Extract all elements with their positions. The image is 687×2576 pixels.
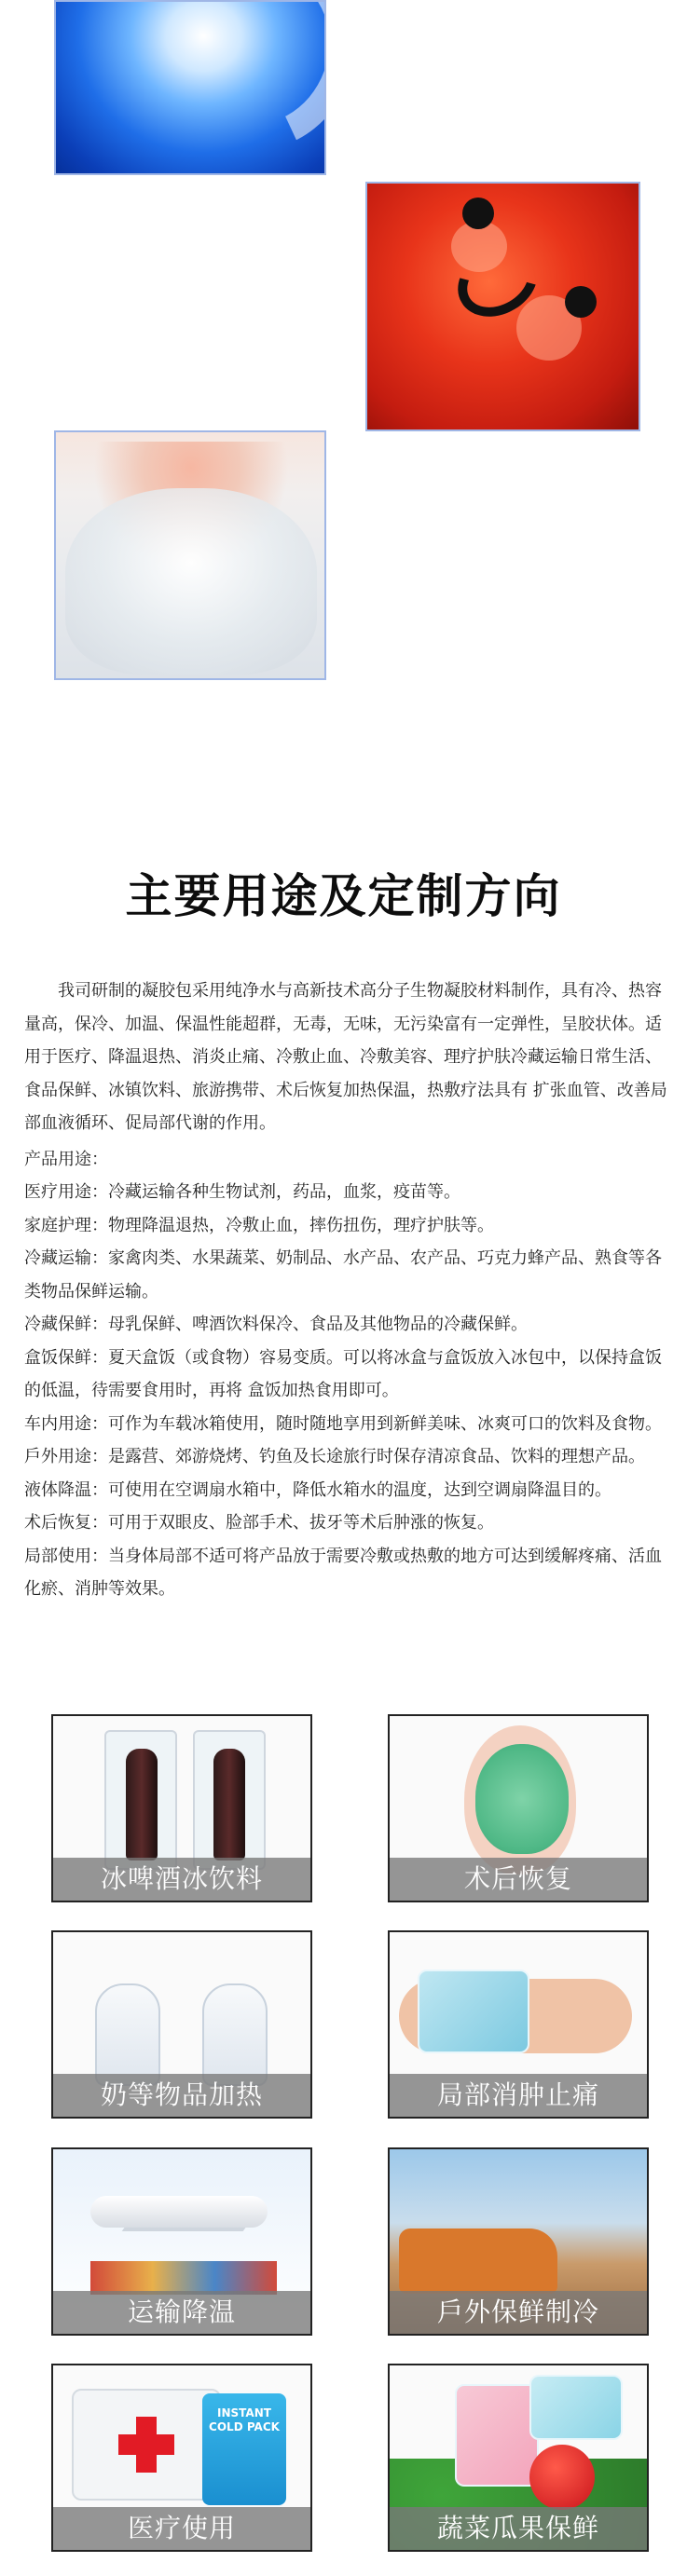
smiley-eye-icon bbox=[565, 286, 597, 318]
application-tile-medical bbox=[51, 2364, 312, 2552]
gel-highlight bbox=[138, 0, 326, 175]
camper-van bbox=[399, 2228, 557, 2294]
application-tile-transport bbox=[51, 2147, 312, 2336]
application-tile-swelling bbox=[388, 1930, 649, 2119]
cargo bbox=[90, 2261, 277, 2295]
tile-caption: 蔬菜瓜果保鲜 bbox=[390, 2507, 647, 2550]
application-tile-outdoor bbox=[388, 2147, 649, 2336]
use-item: 车内用途：可作为车载冰箱使用，随时随地享用到新鲜美味、冰爽可口的饮料及食物。 bbox=[24, 1413, 662, 1434]
use-item: 局部使用：当身体局部不适可将产品放于需要冷敷或热敷的地方可达到缓解疼痛、活血化瘀、消肿等效果。 bbox=[24, 1546, 662, 1599]
application-tile-recovery bbox=[388, 1714, 649, 1902]
use-item: 家庭护理：物理降温退热，冷敷止血，摔伤扭伤，理疗护肤等。 bbox=[24, 1215, 494, 1235]
clear-gel-pack-photo bbox=[54, 430, 326, 680]
tile-caption: 局部消肿止痛 bbox=[390, 2074, 647, 2117]
red-cross-icon bbox=[118, 2434, 174, 2455]
application-tile-vegetables bbox=[388, 2364, 649, 2552]
blue-gel-pack-photo bbox=[54, 0, 326, 175]
tile-caption: 医疗使用 bbox=[53, 2507, 310, 2550]
baby-bottle bbox=[95, 1983, 160, 2086]
gel-pack bbox=[418, 1969, 529, 2053]
use-item: 盒饭保鲜：夏天盒饭（或食物）容易变质。可以将冰盒与盒饭放入冰包中，以保持盒饭的低温，待需要食用时，再将 盒饭加热食用即可。 bbox=[24, 1347, 662, 1400]
clear-gel bbox=[65, 488, 317, 675]
smiley-eye-icon bbox=[462, 198, 494, 229]
tile-caption: 术后恢复 bbox=[390, 1858, 647, 1901]
section-heading: 主要用途及定制方向 bbox=[125, 869, 562, 923]
application-tile-milk bbox=[51, 1930, 312, 2119]
application-tile-beer bbox=[51, 1714, 312, 1902]
gel-pack bbox=[529, 2375, 623, 2440]
gel-face-mask bbox=[475, 1744, 569, 1854]
tile-caption: 奶等物品加热 bbox=[53, 2074, 310, 2117]
tile-caption: 冰啤酒冰饮料 bbox=[53, 1858, 310, 1901]
use-item: 医疗用途：冷藏运输各种生物试剂，药品，血浆，疫苗等。 bbox=[24, 1182, 460, 1202]
use-item: 冷藏保鲜：母乳保鲜、啤酒饮料保冷、食品及其他物品的冷藏保鲜。 bbox=[24, 1315, 528, 1334]
airplane bbox=[90, 2196, 268, 2228]
wine-bottle bbox=[126, 1749, 158, 1860]
use-item: 冷藏运输：家禽肉类、水果蔬菜、奶制品、水产品、农产品、巧克力蜂产品、熟食等各类物品保鲜运输。 bbox=[24, 1248, 662, 1302]
baby-bottle bbox=[202, 1983, 268, 2086]
wine-bottle bbox=[213, 1749, 245, 1860]
gel-pack bbox=[455, 2384, 539, 2487]
uses-title: 产品用途： bbox=[24, 1149, 108, 1169]
use-item: 术后恢复：可用于双眼皮、脸部手术、拔牙等术后肿涨的恢复。 bbox=[24, 1513, 494, 1533]
use-item: 液体降温：可使用在空调扇水箱中，降低水箱水的温度，达到空调扇降温目的。 bbox=[24, 1479, 611, 1500]
tile-caption: 戶外保鲜制冷 bbox=[390, 2291, 647, 2334]
tile-caption: 运输降温 bbox=[53, 2291, 310, 2334]
instant-cold-pack: INSTANT COLD PACK bbox=[202, 2393, 286, 2505]
red-gel-pack-photo bbox=[365, 182, 640, 431]
red-pepper bbox=[529, 2445, 595, 2510]
intro-paragraph: 我司研制的凝胶包采用纯净水与高新技术高分子生物凝胶材料制作，具有冷、热容量高，保冷、加温、保温性能超群，无毒，无味，无污染富有一定弹性，呈胶状体。适用于医疗、降温退热、消炎止痛、冷敷止血、冷敷美容、理疗护肤冷藏运输日常生活、食品保鲜、冰镇饮料、旅游携带、术后恢复加热保温，热敷疗法具有 扩张血管、改善局部血液循环、促局部代谢的作用。 bbox=[24, 981, 667, 1133]
use-item: 戶外用途：是露营、郊游烧烤、钓鱼及长途旅行时保存清凉食品、饮料的理想产品。 bbox=[24, 1447, 645, 1466]
description-text bbox=[24, 975, 667, 1606]
